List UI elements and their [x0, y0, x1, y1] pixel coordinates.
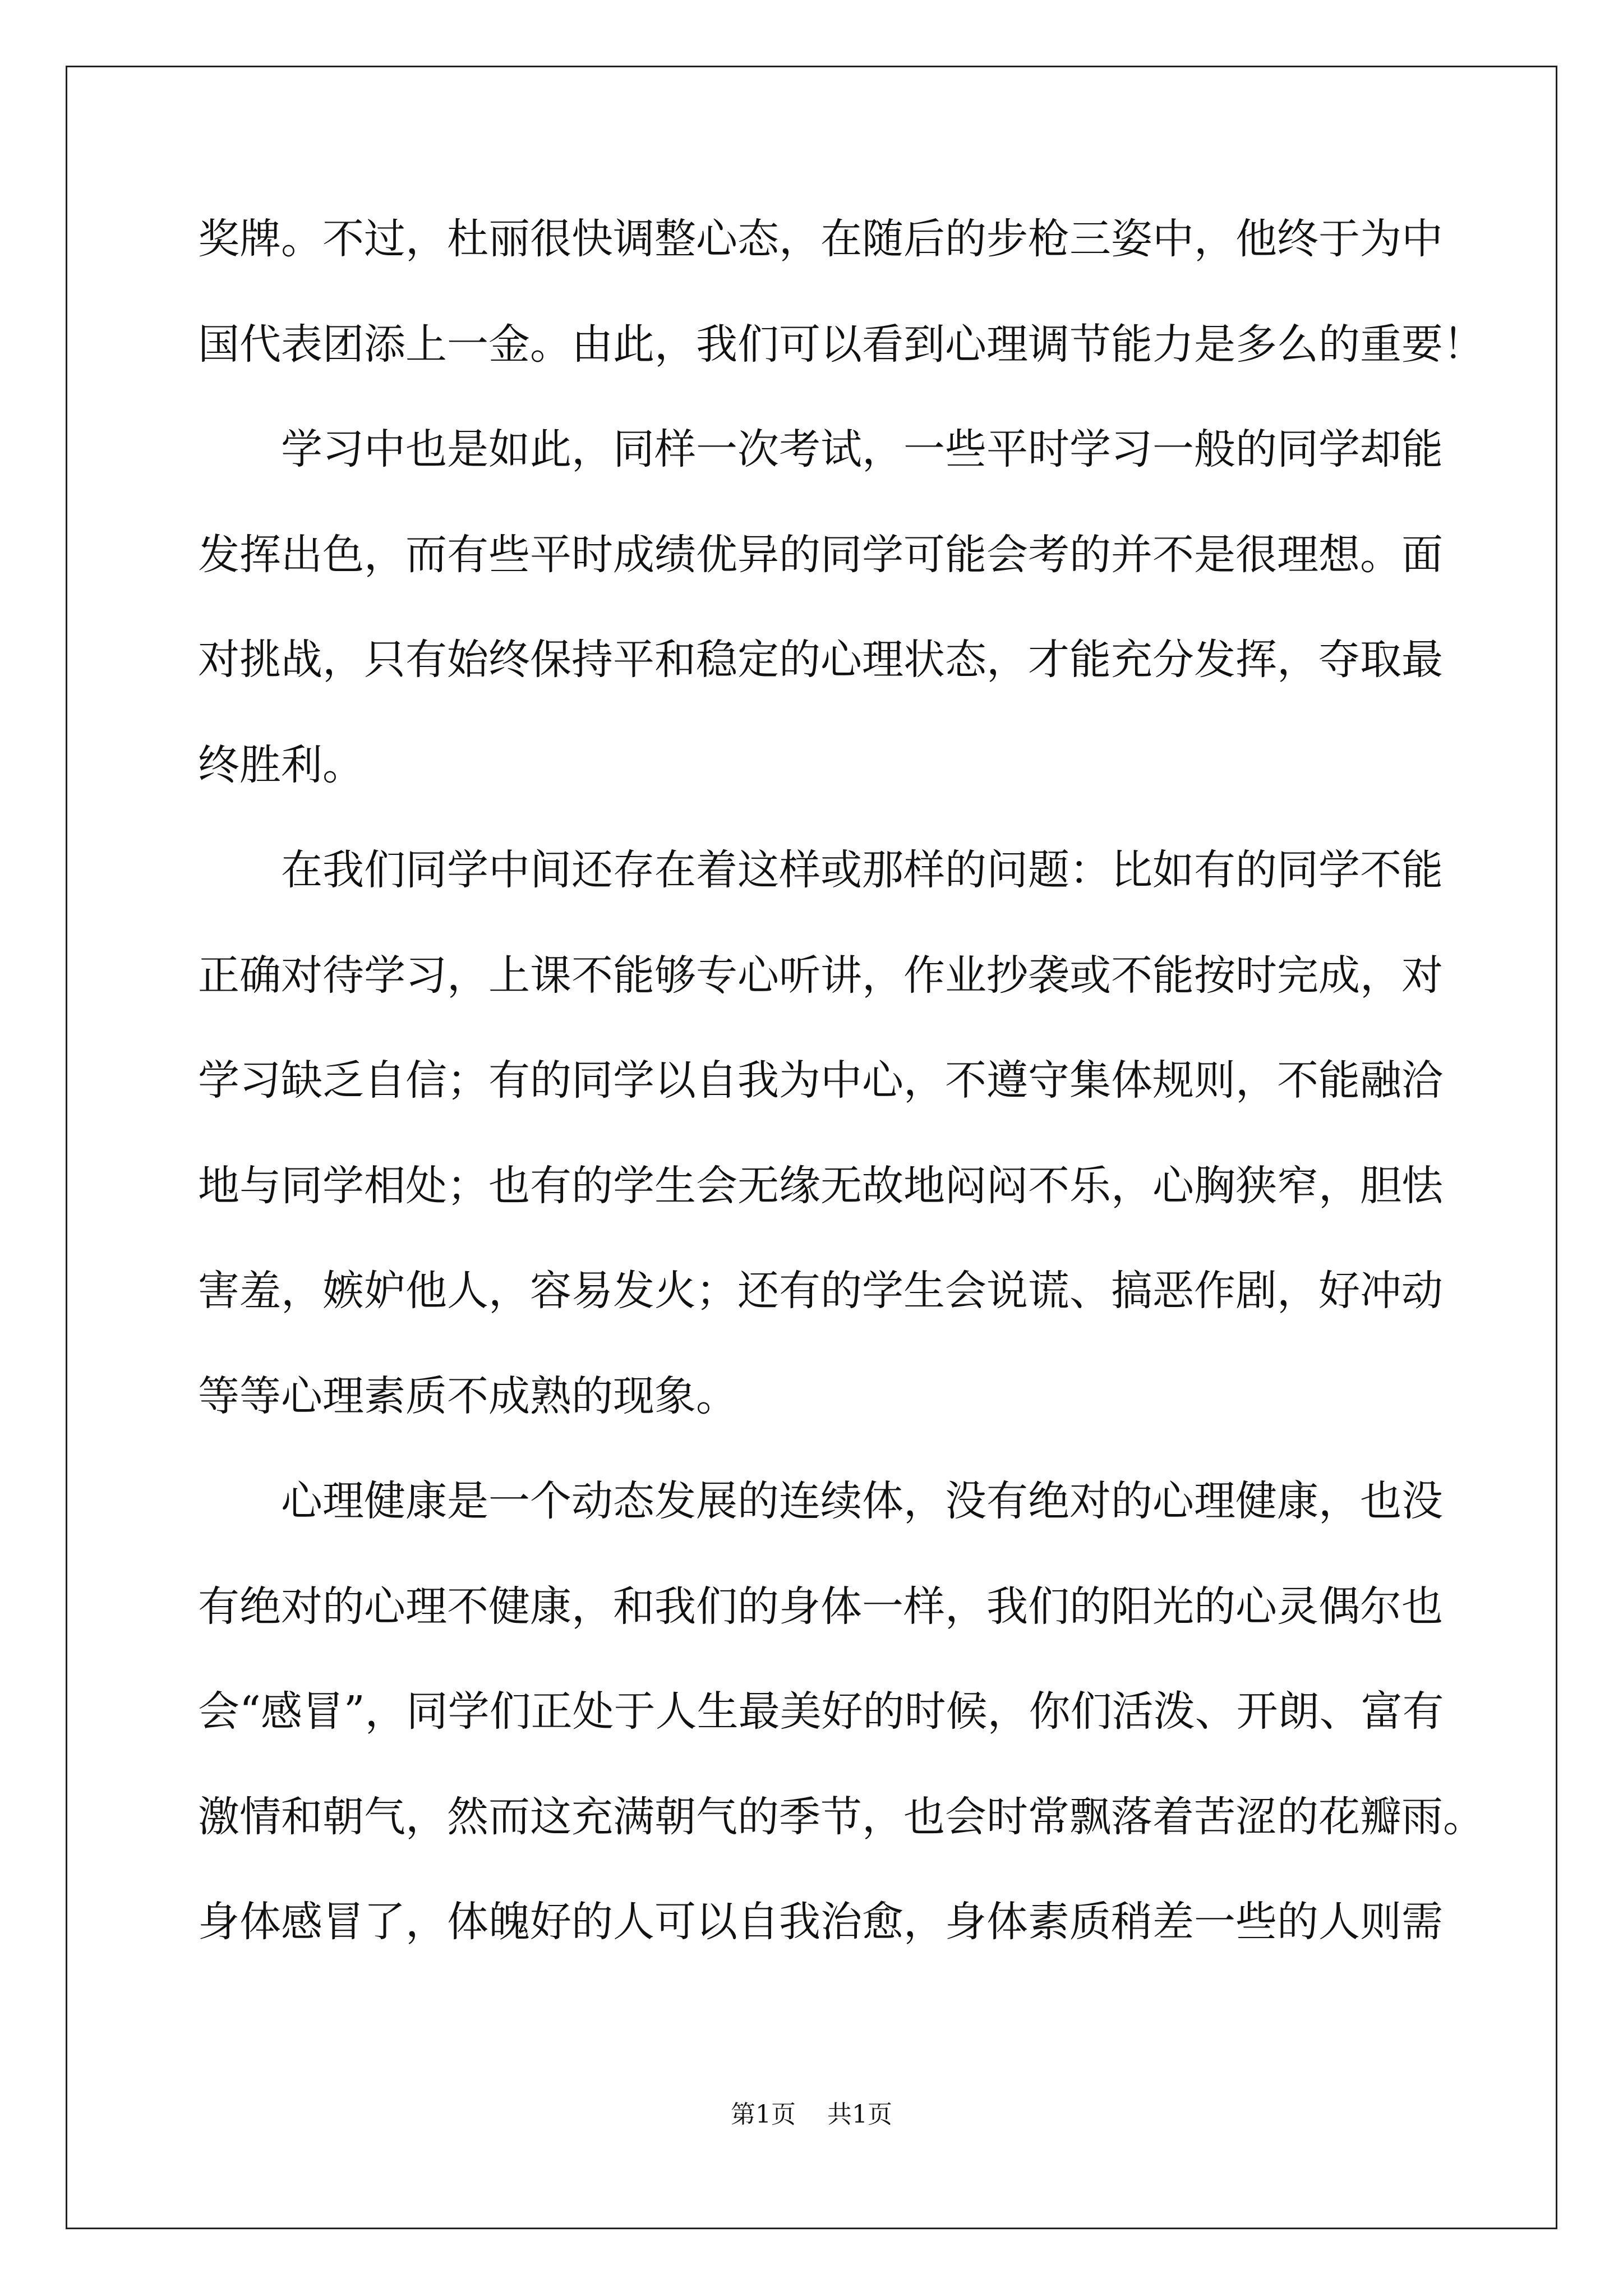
- text-line: 终胜利。: [198, 740, 364, 789]
- text-line: 身体感冒了，体魄好的人可以自我治愈，身体素质稍差一些的人则需: [198, 1898, 1443, 1946]
- page-total: 共1页: [827, 2100, 892, 2129]
- text-line: 对挑战，只有始终保持平和稳定的心理状态，才能充分发挥，夺取最: [198, 636, 1443, 684]
- text-line: 有绝对的心理不健康，和我们的身体一样，我们的阳光的心灵偶尔也: [198, 1582, 1443, 1631]
- text-line: 会“感冒”，同学们正处于人生最美好的时候，你们活泼、开朗、富有: [198, 1687, 1444, 1736]
- text-line: 国代表团添上一金。由此，我们可以看到心理调节能力是多么的重要！: [198, 320, 1484, 369]
- text-line: 激情和朝气，然而这充满朝气的季节，也会时常飘落着苦涩的花瓣雨。: [198, 1792, 1484, 1841]
- text-line: 学习缺乏自信；有的同学以自我为中心，不遵守集体规则，不能融洽: [198, 1056, 1443, 1105]
- text-line: 地与同学相处；也有的学生会无缘无故地闷闷不乐，心胸狭窄，胆怯: [198, 1161, 1443, 1210]
- text-line: 在我们同学中间还存在着这样或那样的问题：比如有的同学不能: [198, 846, 1443, 894]
- text-line: 害羞，嫉妒他人，容易发火；还有的学生会说谎、搞恶作剧，好冲动: [198, 1267, 1443, 1315]
- text-line: 学习中也是如此，同样一次考试，一些平时学习一般的同学却能: [198, 425, 1443, 473]
- text-line: 心理健康是一个动态发展的连续体，没有绝对的心理健康，也没: [198, 1477, 1443, 1525]
- text-line: 等等心理素质不成熟的现象。: [198, 1372, 737, 1420]
- document-body: [198, 211, 1484, 1999]
- page-footer: [0, 2098, 1623, 2132]
- text-line: 奖牌。不过，杜丽很快调整心态，在随后的步枪三姿中，他终于为中: [198, 215, 1443, 263]
- text-line: 正确对待学习，上课不能够专心听讲，作业抄袭或不能按时完成，对: [198, 951, 1443, 1000]
- text-line: 发挥出色，而有些平时成绩优异的同学可能会考的并不是很理想。面: [198, 530, 1443, 579]
- footer-gap: [796, 2100, 827, 2129]
- page-number: 第1页: [731, 2100, 796, 2129]
